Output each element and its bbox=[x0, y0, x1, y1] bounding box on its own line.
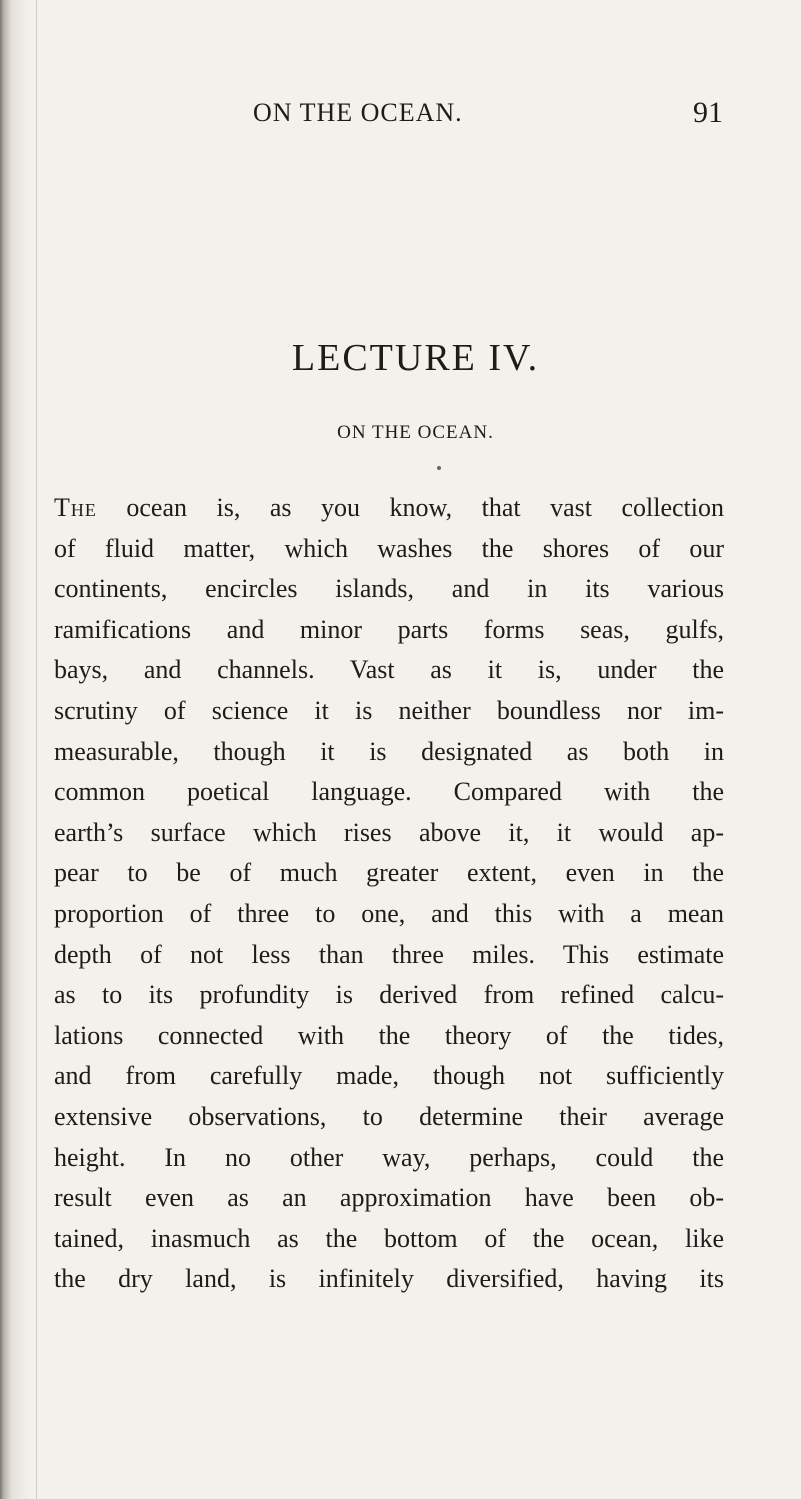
body-paragraph bbox=[54, 488, 724, 1300]
text-line: continents, encircles islands, and in its various bbox=[54, 574, 724, 604]
ornament-dot bbox=[437, 466, 441, 470]
text-line: pear to be of much greater extent, even in the bbox=[54, 858, 724, 888]
page-gutter-shadow bbox=[0, 0, 30, 1499]
text-line: the dry land, is infinitely diversified, having its bbox=[54, 1264, 724, 1294]
page-number: 91 bbox=[693, 96, 723, 129]
text-line: tained, inasmuch as the bottom of the ocean, like bbox=[54, 1223, 724, 1253]
text-line-rest: ocean is, as you know, that vast collection bbox=[96, 493, 724, 522]
lecture-title: LECTURE IV. bbox=[291, 337, 540, 379]
text-line: as to its profundity is derived from refined calcu- bbox=[54, 980, 724, 1010]
text-line: ramifications and minor parts forms seas, gulfs, bbox=[54, 614, 724, 644]
text-line bbox=[54, 488, 724, 529]
page-edge-line bbox=[36, 0, 37, 1499]
text-line: depth of not less than three miles. This estimate bbox=[54, 939, 724, 969]
text-line: earth’s surface which rises above it, it would ap- bbox=[54, 817, 724, 847]
running-title: ON THE OCEAN. bbox=[253, 98, 463, 127]
text-line: proportion of three to one, and this with a mean bbox=[54, 898, 724, 928]
text-line: height. In no other way, perhaps, could the bbox=[54, 1142, 724, 1172]
text-line: scrutiny of science it is neither boundless nor im- bbox=[54, 695, 724, 725]
text-line: and from carefully made, though not sufficiently bbox=[54, 1061, 724, 1091]
text-line: of fluid matter, which washes the shores of our bbox=[54, 533, 724, 563]
text-line: common poetical language. Compared with the bbox=[54, 777, 724, 807]
first-word: The bbox=[54, 493, 97, 522]
text-line: bays, and channels. Vast as it is, under the bbox=[54, 655, 724, 685]
text-line: lations connected with the theory of the tides, bbox=[54, 1020, 724, 1050]
lecture-subtitle: ON THE OCEAN. bbox=[337, 422, 494, 443]
text-line: extensive observations, to determine their average bbox=[54, 1101, 724, 1131]
text-line: measurable, though it is designated as both in bbox=[54, 736, 724, 766]
running-head bbox=[253, 95, 723, 131]
text-line: result even as an approximation have been ob- bbox=[54, 1183, 724, 1213]
